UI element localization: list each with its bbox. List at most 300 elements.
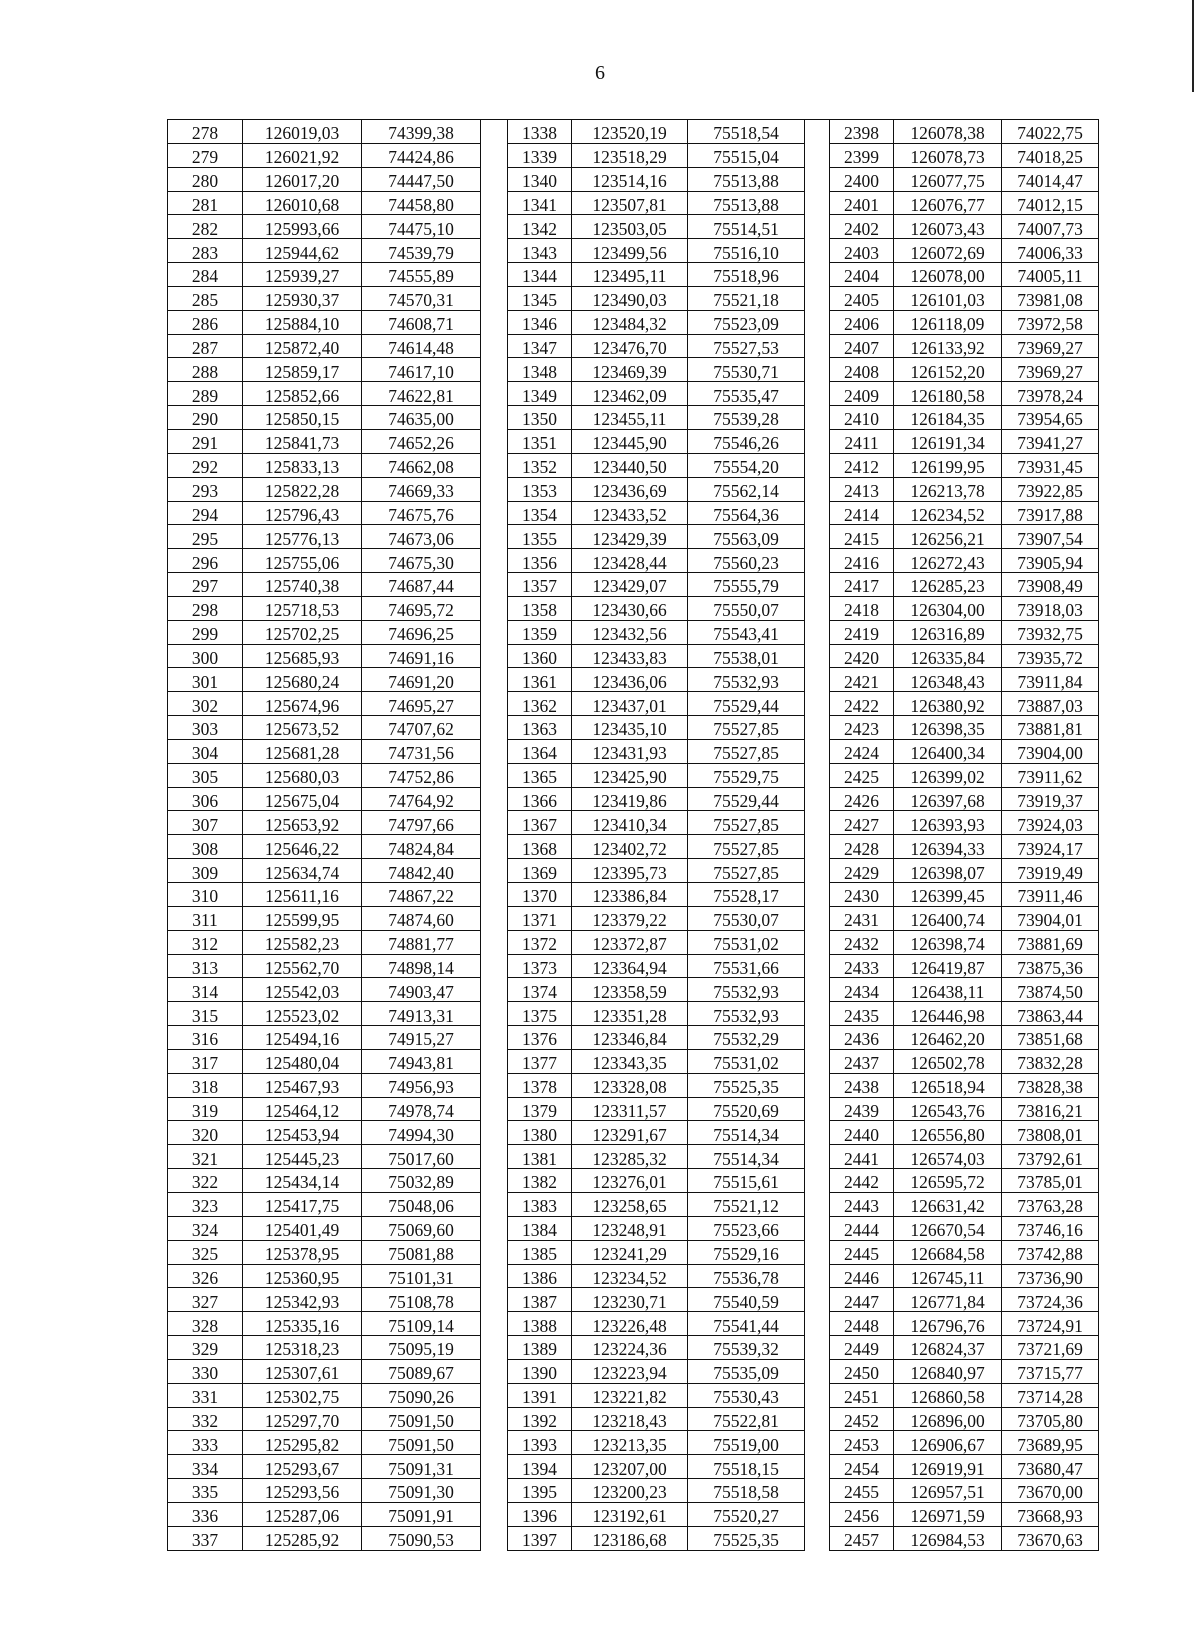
point-number: 1395 <box>508 1479 572 1503</box>
table-row <box>830 358 1099 382</box>
y-coordinate: 74424,86 <box>362 143 481 167</box>
x-coordinate: 125434,14 <box>243 1169 362 1193</box>
y-coordinate: 74867,22 <box>362 883 481 907</box>
table-row <box>508 692 805 716</box>
table-row <box>168 739 481 763</box>
point-number: 1375 <box>508 1002 572 1026</box>
y-coordinate: 75091,31 <box>362 1455 481 1479</box>
y-coordinate: 75539,32 <box>688 1336 805 1360</box>
table-row <box>168 1455 481 1479</box>
y-coordinate: 75527,85 <box>688 835 805 859</box>
x-coordinate: 123514,16 <box>572 167 688 191</box>
table-row <box>508 382 805 406</box>
x-coordinate: 126400,34 <box>894 739 1002 763</box>
x-coordinate: 125673,52 <box>243 716 362 740</box>
point-number: 285 <box>168 286 243 310</box>
point-number: 2435 <box>830 1002 894 1026</box>
table-row <box>830 930 1099 954</box>
table-row <box>830 1431 1099 1455</box>
x-coordinate: 123328,08 <box>572 1073 688 1097</box>
x-coordinate: 126502,78 <box>894 1049 1002 1073</box>
point-number: 1338 <box>508 120 572 143</box>
y-coordinate: 75560,23 <box>688 549 805 573</box>
table-row <box>830 644 1099 668</box>
point-number: 1393 <box>508 1431 572 1455</box>
point-number: 1386 <box>508 1264 572 1288</box>
point-number: 1360 <box>508 644 572 668</box>
table-row <box>168 167 481 191</box>
x-coordinate: 126631,42 <box>894 1192 1002 1216</box>
y-coordinate: 73668,93 <box>1002 1502 1099 1526</box>
point-number: 2400 <box>830 167 894 191</box>
point-number: 1348 <box>508 358 572 382</box>
y-coordinate: 73705,80 <box>1002 1407 1099 1431</box>
table-row <box>830 263 1099 287</box>
table-row <box>168 1002 481 1026</box>
table-row <box>830 1002 1099 1026</box>
y-coordinate: 73881,69 <box>1002 930 1099 954</box>
point-number: 329 <box>168 1336 243 1360</box>
point-number: 1370 <box>508 883 572 907</box>
y-coordinate: 73874,50 <box>1002 978 1099 1002</box>
point-number: 2454 <box>830 1455 894 1479</box>
y-coordinate: 74978,74 <box>362 1097 481 1121</box>
x-coordinate: 126348,43 <box>894 668 1002 692</box>
y-coordinate: 75513,88 <box>688 167 805 191</box>
point-number: 1366 <box>508 787 572 811</box>
y-coordinate: 73978,24 <box>1002 382 1099 406</box>
y-coordinate: 75541,44 <box>688 1312 805 1336</box>
x-coordinate: 123425,90 <box>572 763 688 787</box>
table-row <box>830 1097 1099 1121</box>
point-number: 289 <box>168 382 243 406</box>
y-coordinate: 73908,49 <box>1002 573 1099 597</box>
x-coordinate: 123186,68 <box>572 1526 688 1550</box>
point-number: 296 <box>168 549 243 573</box>
x-coordinate: 126824,37 <box>894 1336 1002 1360</box>
x-coordinate: 125681,28 <box>243 739 362 763</box>
y-coordinate: 73935,72 <box>1002 644 1099 668</box>
table-row <box>508 668 805 692</box>
x-coordinate: 126438,11 <box>894 978 1002 1002</box>
point-number: 298 <box>168 596 243 620</box>
y-coordinate: 75525,35 <box>688 1073 805 1097</box>
point-number: 1387 <box>508 1288 572 1312</box>
point-number: 1397 <box>508 1526 572 1550</box>
table-row <box>508 501 805 525</box>
y-coordinate: 74691,16 <box>362 644 481 668</box>
y-coordinate: 74570,31 <box>362 286 481 310</box>
y-coordinate: 75091,50 <box>362 1407 481 1431</box>
point-number: 318 <box>168 1073 243 1097</box>
point-number: 307 <box>168 811 243 835</box>
table-row <box>508 1526 805 1550</box>
point-number: 306 <box>168 787 243 811</box>
x-coordinate: 126896,00 <box>894 1407 1002 1431</box>
point-number: 1381 <box>508 1145 572 1169</box>
table-row <box>508 1216 805 1240</box>
y-coordinate: 75538,01 <box>688 644 805 668</box>
y-coordinate: 74006,33 <box>1002 239 1099 263</box>
y-coordinate: 75525,35 <box>688 1526 805 1550</box>
x-coordinate: 123499,56 <box>572 239 688 263</box>
y-coordinate: 74014,47 <box>1002 167 1099 191</box>
table-row <box>508 1049 805 1073</box>
table-row <box>508 1359 805 1383</box>
y-coordinate: 75520,69 <box>688 1097 805 1121</box>
y-coordinate: 75531,02 <box>688 930 805 954</box>
y-coordinate: 73736,90 <box>1002 1264 1099 1288</box>
y-coordinate: 74824,84 <box>362 835 481 859</box>
point-number: 1356 <box>508 549 572 573</box>
coordinates-table <box>167 119 1099 1551</box>
y-coordinate: 75529,44 <box>688 692 805 716</box>
table-row <box>168 477 481 501</box>
x-coordinate: 126670,54 <box>894 1216 1002 1240</box>
point-number: 1394 <box>508 1455 572 1479</box>
x-coordinate: 123221,82 <box>572 1383 688 1407</box>
table-row <box>830 692 1099 716</box>
table-row <box>508 763 805 787</box>
table-row <box>168 382 481 406</box>
table-row <box>830 811 1099 835</box>
y-coordinate: 73689,95 <box>1002 1431 1099 1455</box>
table-row <box>508 883 805 907</box>
x-coordinate: 125740,38 <box>243 573 362 597</box>
point-number: 2429 <box>830 859 894 883</box>
table-row <box>168 406 481 430</box>
table-row <box>508 1145 805 1169</box>
x-coordinate: 125939,27 <box>243 263 362 287</box>
point-number: 1374 <box>508 978 572 1002</box>
table-row <box>168 1145 481 1169</box>
point-number: 1396 <box>508 1502 572 1526</box>
point-number: 331 <box>168 1383 243 1407</box>
table-row <box>830 739 1099 763</box>
y-coordinate: 75090,26 <box>362 1383 481 1407</box>
point-number: 286 <box>168 310 243 334</box>
y-coordinate: 75521,12 <box>688 1192 805 1216</box>
x-coordinate: 126399,02 <box>894 763 1002 787</box>
x-coordinate: 126840,97 <box>894 1359 1002 1383</box>
point-number: 2428 <box>830 835 894 859</box>
point-number: 1365 <box>508 763 572 787</box>
x-coordinate: 125453,94 <box>243 1121 362 1145</box>
table-row <box>168 1431 481 1455</box>
x-coordinate: 126462,20 <box>894 1026 1002 1050</box>
point-number: 295 <box>168 525 243 549</box>
table-row <box>508 620 805 644</box>
x-coordinate: 123192,61 <box>572 1502 688 1526</box>
point-number: 2457 <box>830 1526 894 1550</box>
table-row <box>168 1121 481 1145</box>
x-coordinate: 126101,03 <box>894 286 1002 310</box>
y-coordinate: 74018,25 <box>1002 143 1099 167</box>
x-coordinate: 123507,81 <box>572 191 688 215</box>
point-number: 2405 <box>830 286 894 310</box>
table-row <box>168 1407 481 1431</box>
table-row <box>830 1312 1099 1336</box>
point-number: 305 <box>168 763 243 787</box>
y-coordinate: 75546,26 <box>688 429 805 453</box>
x-coordinate: 126446,98 <box>894 1002 1002 1026</box>
x-coordinate: 125702,25 <box>243 620 362 644</box>
table-row <box>830 382 1099 406</box>
table-row <box>830 906 1099 930</box>
table-row <box>168 1192 481 1216</box>
table-row <box>168 1026 481 1050</box>
x-coordinate: 126019,03 <box>243 120 362 143</box>
x-coordinate: 123430,66 <box>572 596 688 620</box>
x-coordinate: 123440,50 <box>572 453 688 477</box>
table-row <box>168 596 481 620</box>
point-number: 300 <box>168 644 243 668</box>
point-number: 325 <box>168 1240 243 1264</box>
x-coordinate: 123379,22 <box>572 906 688 930</box>
point-number: 2431 <box>830 906 894 930</box>
table-row <box>508 191 805 215</box>
point-number: 2456 <box>830 1502 894 1526</box>
point-number: 2409 <box>830 382 894 406</box>
point-number: 1344 <box>508 263 572 287</box>
point-number: 1380 <box>508 1121 572 1145</box>
y-coordinate: 73828,38 <box>1002 1073 1099 1097</box>
y-coordinate: 75532,93 <box>688 668 805 692</box>
table-row <box>168 692 481 716</box>
y-coordinate: 73911,46 <box>1002 883 1099 907</box>
x-coordinate: 126078,73 <box>894 143 1002 167</box>
x-coordinate: 126984,53 <box>894 1526 1002 1550</box>
y-coordinate: 74608,71 <box>362 310 481 334</box>
x-coordinate: 126906,67 <box>894 1431 1002 1455</box>
point-number: 333 <box>168 1431 243 1455</box>
table-row <box>168 930 481 954</box>
x-coordinate: 123351,28 <box>572 1002 688 1026</box>
y-coordinate: 73680,47 <box>1002 1455 1099 1479</box>
point-number: 2401 <box>830 191 894 215</box>
x-coordinate: 123428,44 <box>572 549 688 573</box>
y-coordinate: 75089,67 <box>362 1359 481 1383</box>
table-row <box>830 406 1099 430</box>
point-number: 1389 <box>508 1336 572 1360</box>
y-coordinate: 73742,88 <box>1002 1240 1099 1264</box>
table-row <box>508 239 805 263</box>
table-row <box>168 143 481 167</box>
y-coordinate: 74691,20 <box>362 668 481 692</box>
x-coordinate: 125680,24 <box>243 668 362 692</box>
x-coordinate: 123223,94 <box>572 1359 688 1383</box>
x-coordinate: 125342,93 <box>243 1288 362 1312</box>
point-number: 280 <box>168 167 243 191</box>
point-number: 309 <box>168 859 243 883</box>
x-coordinate: 125445,23 <box>243 1145 362 1169</box>
y-coordinate: 75554,20 <box>688 453 805 477</box>
y-coordinate: 75523,09 <box>688 310 805 334</box>
table-row <box>830 1216 1099 1240</box>
table-row <box>830 1526 1099 1550</box>
x-coordinate: 126213,78 <box>894 477 1002 501</box>
point-number: 1369 <box>508 859 572 883</box>
y-coordinate: 73746,16 <box>1002 1216 1099 1240</box>
x-coordinate: 125776,13 <box>243 525 362 549</box>
table-row <box>830 477 1099 501</box>
point-number: 326 <box>168 1264 243 1288</box>
table-row <box>168 906 481 930</box>
point-number: 278 <box>168 120 243 143</box>
y-coordinate: 74903,47 <box>362 978 481 1002</box>
point-number: 2417 <box>830 573 894 597</box>
table-row <box>168 525 481 549</box>
y-coordinate: 74539,79 <box>362 239 481 263</box>
y-coordinate: 74475,10 <box>362 215 481 239</box>
table-row <box>830 167 1099 191</box>
x-coordinate: 123419,86 <box>572 787 688 811</box>
table-row <box>508 286 805 310</box>
y-coordinate: 74399,38 <box>362 120 481 143</box>
x-coordinate: 123358,59 <box>572 978 688 1002</box>
point-number: 1390 <box>508 1359 572 1383</box>
x-coordinate: 126919,91 <box>894 1455 1002 1479</box>
point-number: 2453 <box>830 1431 894 1455</box>
table-row <box>168 1264 481 1288</box>
x-coordinate: 125494,16 <box>243 1026 362 1050</box>
point-number: 1355 <box>508 525 572 549</box>
y-coordinate: 74555,89 <box>362 263 481 287</box>
y-coordinate: 74881,77 <box>362 930 481 954</box>
table-row <box>830 1502 1099 1526</box>
table-row <box>830 596 1099 620</box>
x-coordinate: 125796,43 <box>243 501 362 525</box>
table-row <box>168 1216 481 1240</box>
y-coordinate: 75514,34 <box>688 1145 805 1169</box>
x-coordinate: 123495,11 <box>572 263 688 287</box>
x-coordinate: 125297,70 <box>243 1407 362 1431</box>
point-number: 2403 <box>830 239 894 263</box>
y-coordinate: 75513,88 <box>688 191 805 215</box>
y-coordinate: 73670,00 <box>1002 1479 1099 1503</box>
point-number: 2438 <box>830 1073 894 1097</box>
point-number: 2414 <box>830 501 894 525</box>
point-number: 297 <box>168 573 243 597</box>
point-number: 2421 <box>830 668 894 692</box>
table-row <box>508 143 805 167</box>
table-row <box>830 1336 1099 1360</box>
point-number: 316 <box>168 1026 243 1050</box>
y-coordinate: 75562,14 <box>688 477 805 501</box>
point-number: 1352 <box>508 453 572 477</box>
x-coordinate: 123285,32 <box>572 1145 688 1169</box>
table-row <box>830 1383 1099 1407</box>
table-row <box>830 120 1099 143</box>
y-coordinate: 75555,79 <box>688 573 805 597</box>
y-coordinate: 75101,31 <box>362 1264 481 1288</box>
point-number: 281 <box>168 191 243 215</box>
y-coordinate: 75523,66 <box>688 1216 805 1240</box>
point-number: 2411 <box>830 429 894 453</box>
x-coordinate: 123484,32 <box>572 310 688 334</box>
table-row <box>508 954 805 978</box>
x-coordinate: 125755,06 <box>243 549 362 573</box>
x-coordinate: 123218,43 <box>572 1407 688 1431</box>
point-number: 2436 <box>830 1026 894 1050</box>
point-number: 1392 <box>508 1407 572 1431</box>
table-row <box>168 787 481 811</box>
x-coordinate: 125993,66 <box>243 215 362 239</box>
table-row <box>168 501 481 525</box>
y-coordinate: 75518,58 <box>688 1479 805 1503</box>
table-row <box>508 477 805 501</box>
x-coordinate: 125718,53 <box>243 596 362 620</box>
x-coordinate: 123462,09 <box>572 382 688 406</box>
point-number: 2406 <box>830 310 894 334</box>
table-row <box>508 310 805 334</box>
x-coordinate: 126304,00 <box>894 596 1002 620</box>
y-coordinate: 74007,73 <box>1002 215 1099 239</box>
x-coordinate: 125822,28 <box>243 477 362 501</box>
point-number: 2425 <box>830 763 894 787</box>
x-coordinate: 123503,05 <box>572 215 688 239</box>
table-row <box>508 1026 805 1050</box>
point-number: 1385 <box>508 1240 572 1264</box>
y-coordinate: 74707,62 <box>362 716 481 740</box>
x-coordinate: 126285,23 <box>894 573 1002 597</box>
y-coordinate: 75516,10 <box>688 239 805 263</box>
y-coordinate: 74012,15 <box>1002 191 1099 215</box>
point-number: 1379 <box>508 1097 572 1121</box>
point-number: 288 <box>168 358 243 382</box>
x-coordinate: 123276,01 <box>572 1169 688 1193</box>
x-coordinate: 123200,23 <box>572 1479 688 1503</box>
x-coordinate: 125335,16 <box>243 1312 362 1336</box>
table-row <box>168 1479 481 1503</box>
table-row <box>830 835 1099 859</box>
table-row <box>508 716 805 740</box>
point-number: 1350 <box>508 406 572 430</box>
x-coordinate: 123258,65 <box>572 1192 688 1216</box>
table-row <box>830 978 1099 1002</box>
x-coordinate: 126335,84 <box>894 644 1002 668</box>
table-row <box>508 215 805 239</box>
table-row <box>830 1455 1099 1479</box>
x-coordinate: 125417,75 <box>243 1192 362 1216</box>
x-coordinate: 123343,35 <box>572 1049 688 1073</box>
x-coordinate: 123455,11 <box>572 406 688 430</box>
table-row <box>830 573 1099 597</box>
point-number: 1384 <box>508 1216 572 1240</box>
x-coordinate: 125646,22 <box>243 835 362 859</box>
y-coordinate: 74695,27 <box>362 692 481 716</box>
table-row <box>508 406 805 430</box>
y-coordinate: 74673,06 <box>362 525 481 549</box>
point-number: 2407 <box>830 334 894 358</box>
y-coordinate: 73904,00 <box>1002 739 1099 763</box>
point-number: 2437 <box>830 1049 894 1073</box>
table-row <box>168 620 481 644</box>
table-row <box>830 668 1099 692</box>
x-coordinate: 126184,35 <box>894 406 1002 430</box>
point-number: 1343 <box>508 239 572 263</box>
x-coordinate: 123226,48 <box>572 1312 688 1336</box>
point-number: 287 <box>168 334 243 358</box>
table-row <box>168 429 481 453</box>
table-row <box>830 1264 1099 1288</box>
table-row <box>508 835 805 859</box>
x-coordinate: 126021,92 <box>243 143 362 167</box>
point-number: 1351 <box>508 429 572 453</box>
y-coordinate: 74687,44 <box>362 573 481 597</box>
point-number: 1358 <box>508 596 572 620</box>
table-row <box>508 1431 805 1455</box>
